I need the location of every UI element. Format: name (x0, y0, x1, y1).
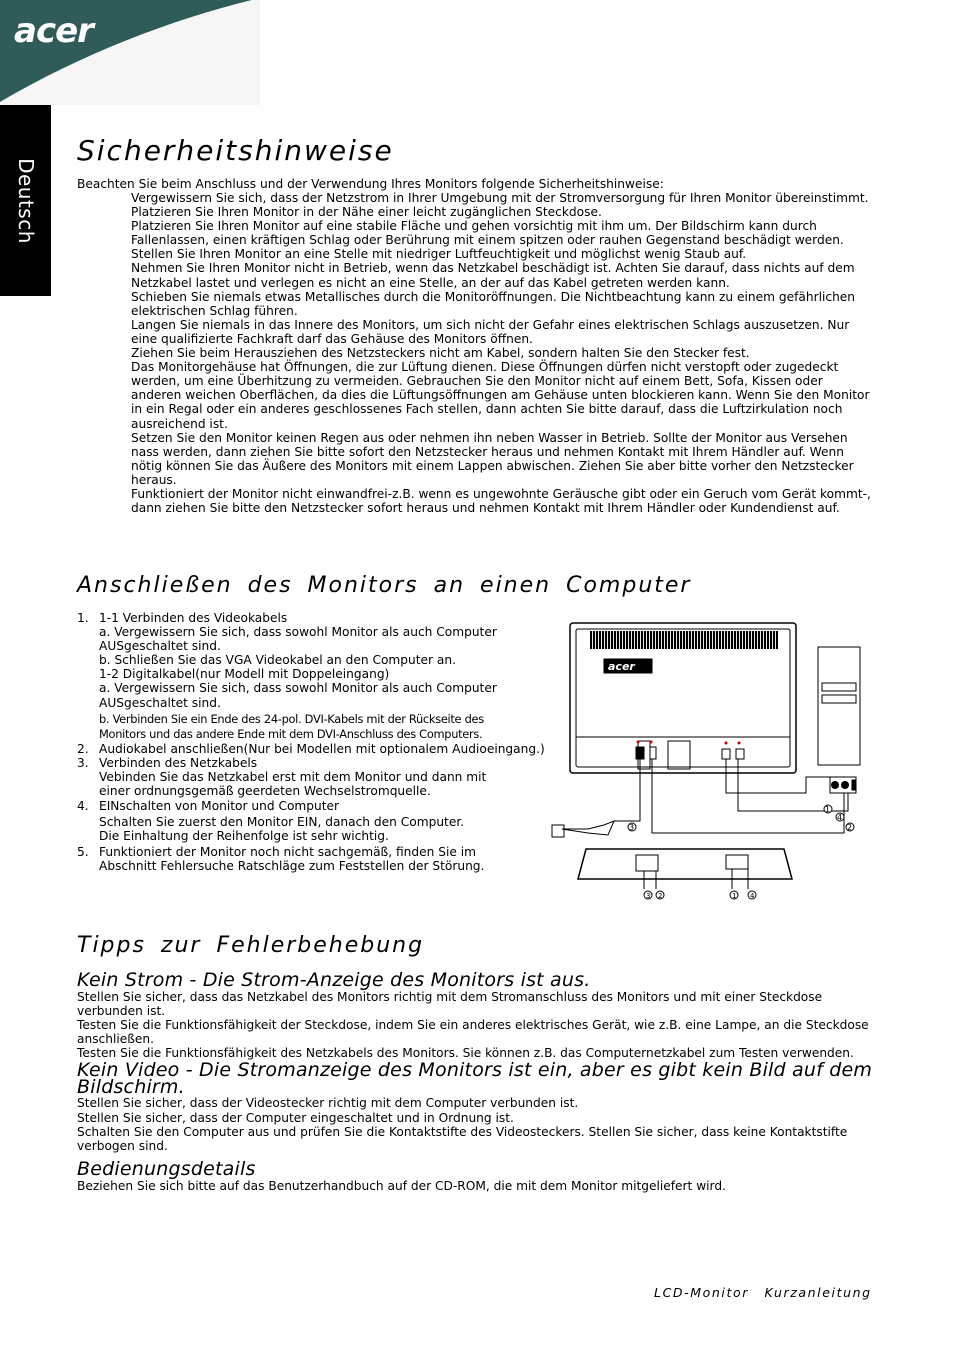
rear-callout-4: 4 (750, 892, 755, 900)
list-item: Schieben Sie niemals etwas Metallisches durch die Monitoröffnungen. Die Nichtbeachtung kann zu einem gefährlichen elektrischen Schlag führen. (131, 289, 856, 318)
step-text: b. Verbinden Sie ein Ende des 24-pol. DVI-Kabels mit der Rückseite des (99, 711, 484, 726)
paragraph: Schalten Sie den Computer aus und prüfen Sie die Kontaktstifte des Videosteckers. Stellen Sie sicher, dass keine Kontaktstifte verbogen sind. (77, 1124, 848, 1153)
step-text: Vebinden Sie das Netzkabel erst mit dem Monitor und dann mit (99, 770, 487, 785)
step-text: Funktioniert der Monitor noch nicht sachgemäß, finden Sie im (99, 844, 476, 859)
header-swoosh (0, 0, 260, 105)
language-tab (0, 105, 51, 296)
audio-port (650, 747, 656, 759)
step-text: EINschalten von Monitor und Computer (99, 799, 340, 814)
step-text: AUSgeschaltet sind. (99, 639, 221, 654)
callout-1: 1 (825, 805, 831, 814)
step-number: 5. (77, 844, 89, 859)
paragraph: Testen Sie die Funktionsfähigkeit der Steckdose, indem Sie ein anderes elektrisches Gerät, wie z.B. eine Lampe, an die Steckdose anschließen. (77, 1018, 869, 1047)
monitor-base (578, 849, 792, 879)
pc-tower (818, 647, 860, 765)
acer-logo: acer (14, 11, 93, 51)
step-number: 4. (77, 799, 89, 814)
list-item: Langen Sie niemals in das Innere des Monitors, um sich nicht der Gefahr eines elektrischen Schlags auszusetzen. Nur eine qualifizierte Fachkraft darf das Gehäuse des Monitors öffnen. (131, 317, 850, 346)
callout-3: 3 (629, 823, 635, 832)
connect-steps (77, 611, 577, 873)
step-text: b. Schließen Sie das VGA Videokabel an den Computer an. (99, 653, 456, 668)
step-number: 3. (77, 755, 89, 770)
diagram-brand: acer (608, 660, 635, 673)
step-text: 1-1 Verbinden des Videokabels (99, 611, 288, 625)
paragraph: Stellen Sie sicher, dass der Computer eingeschaltet und in Ordnung ist. (77, 1110, 514, 1125)
section-title-troubleshooting: Tipps zur Fehlerbehebung (77, 933, 425, 958)
callout-2: 2 (847, 823, 853, 832)
step-number: 1. (77, 611, 89, 625)
language-tab-label: Deutsch (13, 157, 38, 244)
list-item: Ziehen Sie beim Herausziehen des Netzsteckers nicht am Kabel, sondern halten Sie den Stecker fest. (131, 346, 750, 361)
step-text: AUSgeschaltet sind. (99, 695, 221, 710)
callout-4: 4 (837, 813, 843, 822)
step-text: Audiokabel anschließen(Nur bei Modellen mit optionalem Audioeingang.) (99, 741, 545, 756)
footer-title: LCD-Monitor Kurzanleitung (654, 1285, 872, 1300)
paragraph: Stellen Sie sicher, dass das Netzkabel des Monitors richtig mit dem Stromanschluss des Monitors und mit einer Steckdose verbunden ist. (77, 990, 823, 1019)
paragraph: Stellen Sie sicher, dass der Videostecker richtig mit dem Computer verbunden ist. (77, 1096, 579, 1111)
power-port (736, 749, 744, 759)
step-text: a. Vergewissern Sie sich, dass sowohl Monitor als auch Computer (99, 681, 497, 696)
troubleshooting-body (77, 970, 877, 1193)
section-title-safety: Sicherheitshinweise (77, 134, 394, 167)
step-text: Verbinden des Netzkabels (99, 755, 258, 770)
rear-callout-1: 1 (732, 892, 737, 900)
step-text: 1-2 Digitalkabel(nur Modell mit Doppeleingang) (99, 667, 390, 682)
step-number: 2. (77, 741, 89, 756)
paragraph: Testen Sie die Funktionsfähigkeit des Netzkabels des Monitors. Sie können z.B. das Computernetzkabel zum Testen verwenden. (77, 1046, 854, 1061)
vent-grille (590, 631, 778, 649)
dvi-port (636, 747, 644, 759)
connection-diagram (548, 617, 864, 907)
step-text: einer ordnungsgemäß geerdeten Wechselstromquelle. (99, 784, 431, 799)
heading-no-power: Kein Strom - Die Strom-Anzeige des Monitors ist aus. (77, 969, 591, 991)
step-text: a. Vergewissern Sie sich, dass sowohl Monitor als auch Computer (99, 625, 497, 640)
list-item: Stellen Sie Ihren Monitor an eine Stelle mit niedriger Luftfeuchtigkeit und möglichst wenig Staub auf. (131, 247, 747, 262)
step-text: Abschnitt Fehlersuche Ratschläge zum Feststellen der Störung. (99, 858, 485, 873)
safety-intro: Beachten Sie beim Anschluss und der Verwendung Ihres Monitors folgende Sicherheitshinweise: (77, 177, 664, 191)
section-title-connect: Anschließen des Monitors an einen Computer (77, 573, 692, 598)
base-video-port (726, 855, 748, 869)
heading-operation-details: Bedienungsdetails (77, 1157, 256, 1180)
list-item: Funktioniert der Monitor nicht einwandfrei-z.B. wenn es ungewohnte Geräusche gibt oder ein Geruch vom Gerät kommt-, dann ziehen Sie bitte den Netzstecker sofort heraus und nehmen Kontakt mit Ihrem Händler oder Kundendienst auf. (131, 486, 871, 516)
audio-cable (652, 759, 844, 833)
paragraph: Beziehen Sie sich bitte auf das Benutzerhandbuch auf der CD-ROM, die mit dem Monitor mitgeliefert wird. (77, 1178, 726, 1193)
vga-port (722, 749, 730, 759)
list-item: Setzen Sie den Monitor keinen Regen aus oder nehmen ihn neben Wasser in Betrieb. Sollte der Monitor aus Versehen nass werden, dann ziehen Sie bitte sofort den Netzstecker heraus und nehmen Kontakt mit Ihrem Händler auf. Wenn nötig können Sie das Äußere des Monitors mit einem Lappen abwischen. Ziehen Sie aber bitte vorher den Netzstecker heraus. (131, 430, 854, 487)
wall-outlet (552, 825, 564, 837)
step-text: Die Einhaltung der Reihenfolge ist sehr wichtig. (99, 829, 389, 844)
power-cable (614, 759, 640, 821)
safety-list (131, 191, 877, 515)
rear-callout-3: 3 (646, 892, 651, 900)
step-text: Schalten Sie zuerst den Monitor EIN, danach den Computer. (99, 815, 465, 830)
rear-callout-2: 2 (658, 892, 663, 900)
list-item: Vergewissern Sie sich, dass der Netzstrom in Ihrer Umgebung mit der Stromversorgung für Ihren Monitor übereinstimmt. (131, 191, 869, 205)
power-plug (562, 821, 614, 835)
base-power-port (636, 855, 658, 871)
stand-post (668, 741, 690, 769)
list-item: Platzieren Sie Ihren Monitor auf eine stabile Fläche und gehen vorsichtig mit ihm um. Der Bildschirm kann durch Fallenlassen, einen kräftigen Schlag oder Berührung mit einem spitzen oder rauhen Gegenstand beschädigt werden. (131, 219, 844, 248)
list-item: Das Monitorgehäuse hat Öffnungen, die zur Lüftung dienen. Diese Öffnungen dürfen nicht verstopft oder zugedeckt werden, um eine Überhitzung zu vermeiden. Gebrauchen Sie den Monitor nicht auf einem Bett, Sofa, Kissen oder anderen weichen Oberflächen, da dies die Lüftungsöffnungen am Gehäuse unten blockieren kann. Wenn Sie den Monitor in ein Regal oder ein anderes geschlossenes Fach stellen, dann achten Sie bitte darauf, dass die Luftzirkulation noch ausreichend ist. (131, 360, 870, 431)
list-item: Nehmen Sie Ihren Monitor nicht in Betrieb, wenn das Netzkabel beschädigt ist. Achten Sie darauf, dass nichts auf dem Netzkabel lastet und verlegen es nicht an eine Stelle, an der auf das Kabel getreten werden kann. (131, 261, 855, 290)
step-text: Monitors und das andere Ende mit dem DVI-Anschluss des Computers. (99, 726, 483, 741)
heading-no-video: Kein Video - Die Stromanzeige des Monitors ist ein, aber es gibt kein Bild auf dem Bildschirm. (77, 1059, 873, 1099)
list-item: Platzieren Sie Ihren Monitor in der Nähe einer leicht zugänglichen Steckdose. (131, 205, 602, 220)
